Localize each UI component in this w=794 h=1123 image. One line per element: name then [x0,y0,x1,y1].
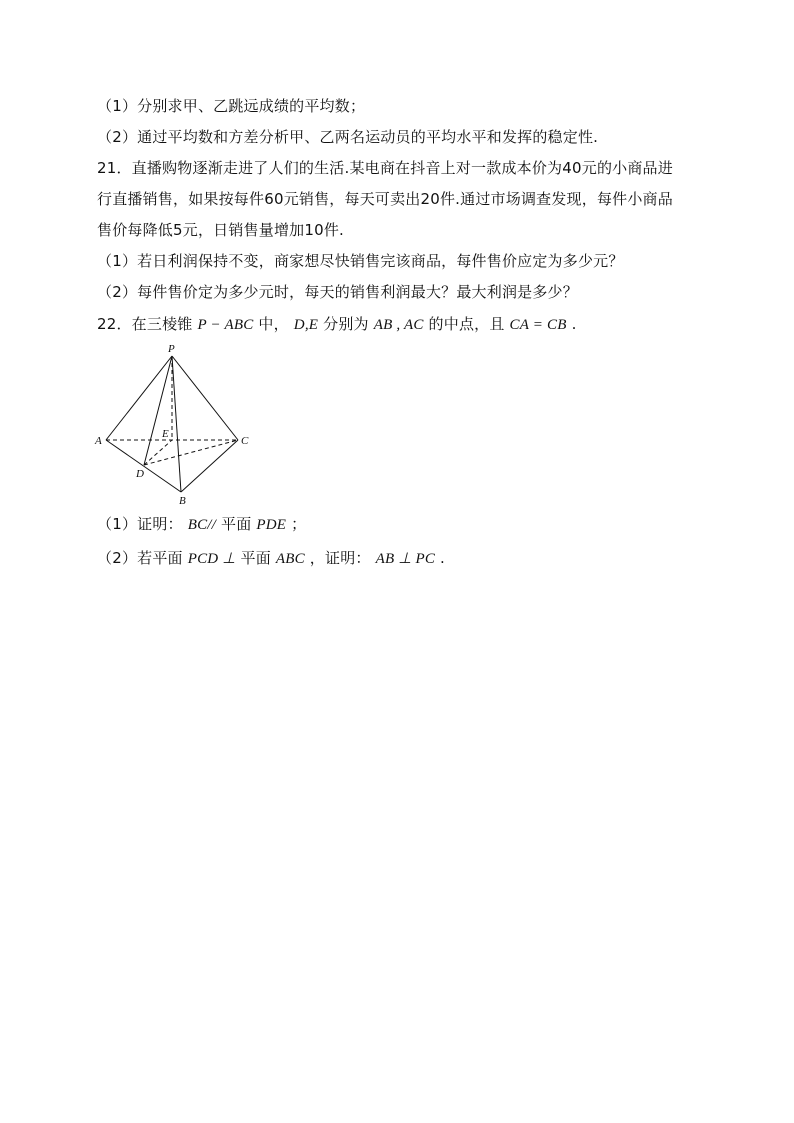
p2-math1: PCD ⊥ [187,551,236,567]
p2-math3: AB ⊥ PC [375,551,436,567]
label-D: D [136,468,144,480]
p1-math2: PDE [256,517,287,533]
q22-mid2: 分别为 [323,315,369,333]
p1-end: ； [291,515,307,533]
question-20-part-1: （1）分别求甲、乙跳远成绩的平均数； [97,97,366,115]
p2-math2: ABC [275,551,305,567]
p2-prefix: （2）若平面 [97,549,183,567]
question-21-line-2: 行直播销售，如果按每件60元销售，每天可卖出20件.通过市场调查发现，每件小商品 [97,190,673,208]
q22-prefix: 22．在三棱锥 [97,315,193,333]
label-E: E [162,428,169,440]
p1-prefix: （1）证明： [97,515,183,533]
q22-points: D,E [293,317,319,333]
question-21-part-2: （2）每件售价定为多少元时，每天的销售利润最大？最大利润是多少？ [97,283,578,301]
edge-AB [106,440,181,492]
question-22-part-2 [97,548,445,569]
question-21-line-3: 售价每降低5元，日销售量增加10件. [97,221,344,239]
p2-text2: ，证明： [309,549,371,567]
p1-math1: BC// [187,517,217,533]
pyramid-figure [92,338,262,510]
question-22-part-1 [97,514,306,535]
edge-PC [172,356,238,440]
edge-PD [144,356,172,465]
q22-segments: AB , AC [373,317,424,333]
q22-equality: CA = CB [509,317,567,333]
p1-text: 平面 [221,515,252,533]
p2-end: . [440,549,445,567]
q22-end: . [571,315,577,333]
p2-text1: 平面 [240,549,271,567]
label-B: B [179,495,186,507]
question-21-line-1: 21．直播购物逐渐走进了人们的生活.某电商在抖音上对一款成本价为40元的小商品进 [97,159,673,177]
question-20-part-2: （2）通过平均数和方差分析甲、乙两名运动员的平均水平和发挥的稳定性. [97,128,599,146]
question-22-stem [97,314,577,335]
q22-pyramid: P − ABC [197,317,254,333]
q22-mid3: 的中点，且 [428,315,505,333]
label-A: A [95,435,102,447]
edge-PB [172,356,181,492]
q22-mid1: 中， [258,315,289,333]
label-C: C [241,435,249,447]
label-P: P [168,343,175,355]
edge-BC [181,440,238,492]
question-21-part-1: （1）若日利润保持不变，商家想尽快销售完该商品，每件售价应定为多少元？ [97,252,624,270]
